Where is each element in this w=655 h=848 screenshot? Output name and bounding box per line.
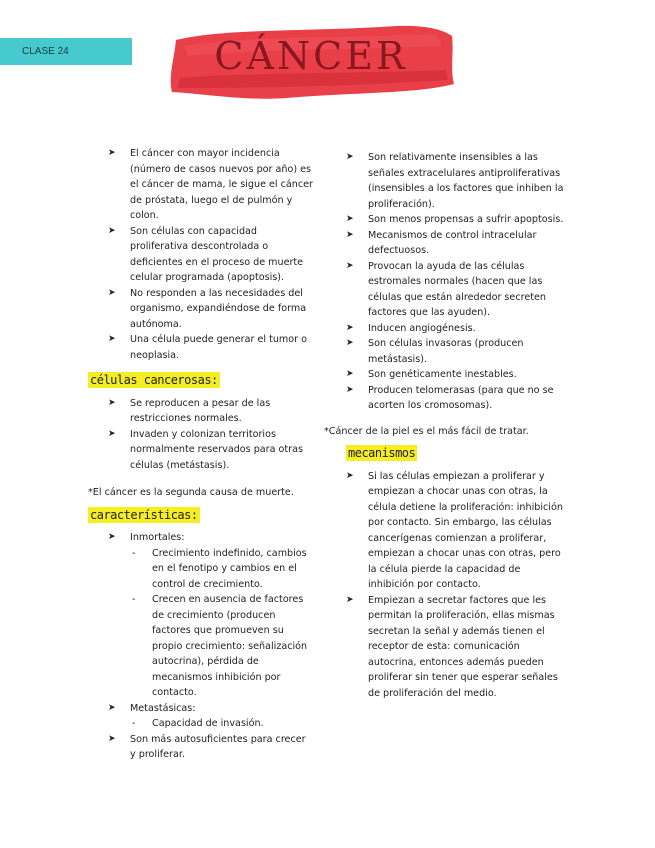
sub-list-item: - Crecimiento indefinido, cambios en el fenotipo y cambios en el control de crecimiento. [132, 547, 307, 590]
mecanismos-list [346, 469, 564, 702]
arrow-bullet-icon: ➤ [346, 322, 354, 333]
list-item: ➤ Invaden y colonizan territorios normalmente reservados para otras células (metástasis). [108, 428, 303, 471]
sub-list-item: - Crecen en ausencia de factores de crecimiento (producen factores que promueven su propio crecimiento: señalización autocrina), pérdida de mecanismos inhibición por contacto. [132, 594, 308, 698]
list-item: ➤ Empiezan a secretar factores que les permitan la proliferación, ellas mismas secretan la señal y además tienen el receptor de esta: comunicación autocrina, entonces además pueden proliferar sin tener que esperar señales de proliferación del medio. [346, 594, 558, 699]
list-item: ➤ No responden a las necesidades del organismo, expandiéndose de forma autónoma. [108, 287, 307, 330]
arrow-bullet-icon: ➤ [346, 470, 354, 481]
arrow-bullet-icon: ➤ [346, 260, 354, 271]
sub-list-item: - Capacidad de invasión. [130, 716, 313, 732]
right-list [346, 150, 564, 414]
arrow-bullet-icon: ➤ [108, 397, 116, 408]
list-item: ➤ Inducen angiogénesis. [346, 321, 564, 337]
arrow-bullet-icon: ➤ [108, 733, 116, 744]
clase-label: CLASE 24 [0, 38, 132, 65]
list-item: ➤ Inmortales: - Crecimiento indefinido, cambios en el fenotipo y cambios en el control de crecimiento. - Crecen en ausencia de factores de crecimiento (producen factores que promueven su propio crecimiento: señalización autocrina), pérdida de mecanismos inhibición por contacto. [108, 530, 313, 701]
list-item: ➤ Son células invasoras (producen metástasis). [346, 338, 524, 365]
left-column [88, 146, 313, 763]
list-item: ➤ Producen telomerasas (para que no se acorten los cromosomas). [346, 384, 554, 411]
arrow-bullet-icon: ➤ [346, 338, 354, 348]
list-item: ➤ Una célula puede generar el tumor o neoplasia. [108, 334, 307, 361]
celulas-list [108, 396, 313, 474]
list-item: ➤ Son células con capacidad proliferativa descontrolada o deficientes en el proceso de muerte celular programada (apoptosis). [108, 225, 304, 283]
list-item: ➤ Mecanismos de control intracelular defectuosos. [346, 229, 537, 256]
arrow-bullet-icon: ➤ [346, 594, 354, 605]
right-column [324, 150, 564, 701]
list-item: ➤ Son más autosuficientes para crecer y proliferar. [108, 733, 306, 760]
arrow-bullet-icon: ➤ [346, 229, 354, 240]
arrow-bullet-icon: ➤ [108, 532, 116, 542]
muerte-note: *El cáncer es la segunda causa de muerte. [88, 487, 294, 498]
caract-heading-wrap [88, 507, 313, 525]
list-item: ➤ Se reproducen a pesar de las restricciones normales. [108, 397, 271, 424]
list-item: ➤ El cáncer con mayor incidencia (número de casos nuevos por año) es el cáncer de mama, le sigue el cáncer de próstata, luego el de pulmón y colon. [108, 148, 313, 221]
list-item: ➤ Son menos propensas a sufrir apoptosis. [346, 212, 564, 228]
dash-bullet-icon: - [132, 547, 136, 559]
arrow-bullet-icon: ➤ [108, 225, 116, 236]
list-item: ➤ Provocan la ayuda de las células estromales normales (hacen que las células que están alrededor secreten factores que las ayuden). [346, 260, 546, 318]
intro-list [108, 146, 313, 363]
caracteristicas-heading: características: [90, 507, 198, 522]
list-item: ➤ Metastásicas: - Capacidad de invasión. [108, 701, 313, 732]
arrow-bullet-icon: ➤ [346, 369, 354, 379]
list-item: ➤ Son relativamente insensibles a las señales extracelulares antiproliferativas (insensibles a los factores que inhiben la proliferación). [346, 152, 564, 210]
mecanismos-heading: mecanismos [348, 446, 416, 460]
metastasicas-sublist [130, 716, 313, 732]
arrow-bullet-icon: ➤ [108, 334, 116, 344]
arrow-bullet-icon: ➤ [108, 428, 116, 439]
dash-bullet-icon: - [132, 594, 136, 605]
list-item: ➤ Son genéticamente inestables. [346, 367, 564, 383]
arrow-bullet-icon: ➤ [108, 148, 116, 158]
caracteristicas-list [108, 530, 313, 763]
arrow-bullet-icon: ➤ [108, 702, 116, 713]
arrow-bullet-icon: ➤ [108, 287, 116, 298]
arrow-bullet-icon: ➤ [346, 214, 354, 224]
arrow-bullet-icon: ➤ [346, 384, 354, 395]
celulas-heading-wrap [88, 372, 313, 390]
list-item: ➤ Si las células empiezan a proliferar y empiezan a chocar unas con otras, la célula detiene la proliferación: inhibición por contacto. Sin embargo, las células cancerígenas comienzan a proliferar, empiezan a chocar unas con otras, pero la célula pierde la capacidad de inhibición por contacto. [346, 470, 563, 590]
dash-bullet-icon: - [132, 718, 136, 729]
inmortales-sublist [130, 546, 313, 701]
mecanismos-heading-wrap [346, 445, 564, 463]
celulas-heading: células cancerosas: [90, 373, 218, 387]
arrow-bullet-icon: ➤ [346, 152, 354, 162]
piel-note: *Cáncer de la piel es el más fácil de tratar. [324, 425, 529, 437]
page-title: CÁNCER [214, 34, 408, 78]
